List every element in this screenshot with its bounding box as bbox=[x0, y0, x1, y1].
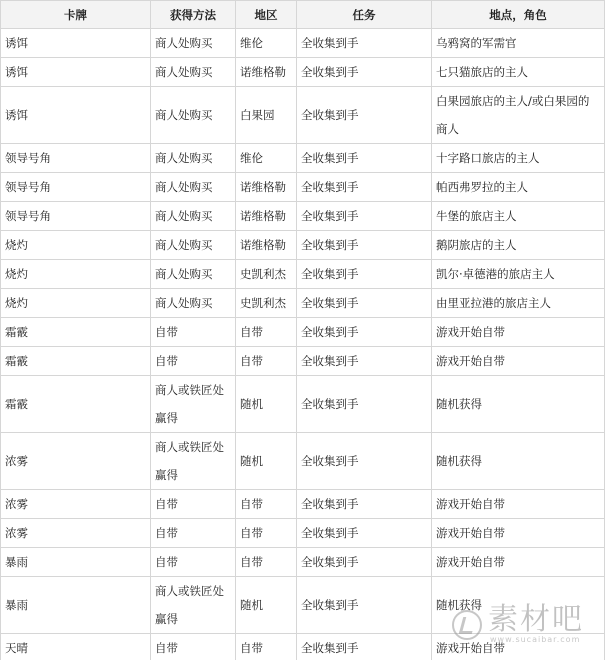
cell-card: 诱饵 bbox=[1, 87, 151, 144]
cell-region: 随机 bbox=[236, 376, 297, 433]
table-row bbox=[1, 173, 605, 202]
cell-quest: 全收集到手 bbox=[297, 29, 432, 58]
cell-method: 商人处购买 bbox=[151, 289, 236, 318]
header-method: 获得方法 bbox=[151, 1, 236, 29]
cell-method: 自带 bbox=[151, 318, 236, 347]
cell-quest: 全收集到手 bbox=[297, 318, 432, 347]
cell-region: 自带 bbox=[236, 519, 297, 548]
cell-quest: 全收集到手 bbox=[297, 376, 432, 433]
cell-card: 暴雨 bbox=[1, 548, 151, 577]
cell-region: 维伦 bbox=[236, 29, 297, 58]
table-row bbox=[1, 202, 605, 231]
cell-quest: 全收集到手 bbox=[297, 490, 432, 519]
cell-method: 商人或铁匠处赢得 bbox=[151, 376, 236, 433]
table-body bbox=[1, 29, 605, 660]
cell-location: 随机获得 bbox=[432, 577, 605, 634]
table-row bbox=[1, 577, 605, 634]
cell-region: 自带 bbox=[236, 634, 297, 660]
cell-method: 商人或铁匠处赢得 bbox=[151, 433, 236, 490]
cell-card: 浓雾 bbox=[1, 433, 151, 490]
cell-method: 自带 bbox=[151, 519, 236, 548]
cell-method: 商人处购买 bbox=[151, 173, 236, 202]
cell-method: 商人处购买 bbox=[151, 87, 236, 144]
cell-location: 十字路口旅店的主人 bbox=[432, 144, 605, 173]
cell-quest: 全收集到手 bbox=[297, 519, 432, 548]
cell-region: 自带 bbox=[236, 347, 297, 376]
cell-card: 领导号角 bbox=[1, 202, 151, 231]
cell-method: 自带 bbox=[151, 634, 236, 660]
cell-card: 烧灼 bbox=[1, 260, 151, 289]
cell-location: 凯尔·卓德港的旅店主人 bbox=[432, 260, 605, 289]
cell-region: 史凯利杰 bbox=[236, 260, 297, 289]
cell-location: 游戏开始自带 bbox=[432, 519, 605, 548]
cell-card: 烧灼 bbox=[1, 289, 151, 318]
header-location: 地点，角色 bbox=[432, 1, 605, 29]
cell-quest: 全收集到手 bbox=[297, 231, 432, 260]
cell-region: 诺维格勒 bbox=[236, 58, 297, 87]
cell-quest: 全收集到手 bbox=[297, 144, 432, 173]
table-row bbox=[1, 144, 605, 173]
cell-location: 乌鸦窝的军需官 bbox=[432, 29, 605, 58]
table-row bbox=[1, 433, 605, 490]
cell-card: 霜霰 bbox=[1, 347, 151, 376]
cell-method: 自带 bbox=[151, 548, 236, 577]
cell-location: 鹅阴旅店的主人 bbox=[432, 231, 605, 260]
cell-location: 游戏开始自带 bbox=[432, 490, 605, 519]
cell-method: 商人处购买 bbox=[151, 58, 236, 87]
cell-card: 烧灼 bbox=[1, 231, 151, 260]
table-row bbox=[1, 231, 605, 260]
table-row bbox=[1, 318, 605, 347]
table-row bbox=[1, 490, 605, 519]
cell-quest: 全收集到手 bbox=[297, 548, 432, 577]
cell-quest: 全收集到手 bbox=[297, 202, 432, 231]
cell-quest: 全收集到手 bbox=[297, 173, 432, 202]
cell-method: 商人处购买 bbox=[151, 231, 236, 260]
watermark-url: www.sucaibar.com bbox=[490, 635, 581, 644]
table-row bbox=[1, 347, 605, 376]
cell-location: 牛堡的旅店主人 bbox=[432, 202, 605, 231]
table-row bbox=[1, 289, 605, 318]
cell-card: 诱饵 bbox=[1, 58, 151, 87]
table-row bbox=[1, 29, 605, 58]
cell-region: 随机 bbox=[236, 577, 297, 634]
cell-quest: 全收集到手 bbox=[297, 87, 432, 144]
cell-card: 天晴 bbox=[1, 634, 151, 660]
cell-region: 自带 bbox=[236, 490, 297, 519]
cell-region: 自带 bbox=[236, 548, 297, 577]
table-row bbox=[1, 634, 605, 660]
cell-quest: 全收集到手 bbox=[297, 433, 432, 490]
cell-card: 霜霰 bbox=[1, 376, 151, 433]
cell-card: 霜霰 bbox=[1, 318, 151, 347]
cell-location: 游戏开始自带 bbox=[432, 347, 605, 376]
table-row bbox=[1, 376, 605, 433]
cell-region: 诺维格勒 bbox=[236, 173, 297, 202]
cell-card: 暴雨 bbox=[1, 577, 151, 634]
cell-method: 商人或铁匠处赢得 bbox=[151, 577, 236, 634]
cell-location: 游戏开始自带 bbox=[432, 318, 605, 347]
cell-method: 商人处购买 bbox=[151, 144, 236, 173]
cell-region: 随机 bbox=[236, 433, 297, 490]
cell-card: 浓雾 bbox=[1, 490, 151, 519]
cell-card: 诱饵 bbox=[1, 29, 151, 58]
table-row bbox=[1, 58, 605, 87]
table-row bbox=[1, 548, 605, 577]
cell-quest: 全收集到手 bbox=[297, 58, 432, 87]
cell-quest: 全收集到手 bbox=[297, 634, 432, 660]
cell-method: 商人处购买 bbox=[151, 202, 236, 231]
cell-quest: 全收集到手 bbox=[297, 347, 432, 376]
watermark-text: 素材吧 bbox=[488, 602, 584, 637]
cell-region: 史凯利杰 bbox=[236, 289, 297, 318]
cell-method: 自带 bbox=[151, 490, 236, 519]
cell-location: 游戏开始自带 bbox=[432, 634, 605, 660]
table-header-row bbox=[1, 1, 605, 29]
cell-location: 游戏开始自带 bbox=[432, 548, 605, 577]
cell-region: 诺维格勒 bbox=[236, 202, 297, 231]
cell-location: 帕西弗罗拉的主人 bbox=[432, 173, 605, 202]
cell-quest: 全收集到手 bbox=[297, 260, 432, 289]
header-card: 卡牌 bbox=[1, 1, 151, 29]
table-row bbox=[1, 87, 605, 144]
cell-method: 自带 bbox=[151, 347, 236, 376]
header-quest: 任务 bbox=[297, 1, 432, 29]
cell-location: 七只猫旅店的主人 bbox=[432, 58, 605, 87]
cell-method: 商人处购买 bbox=[151, 260, 236, 289]
table-row bbox=[1, 519, 605, 548]
cell-region: 诺维格勒 bbox=[236, 231, 297, 260]
cell-location: 随机获得 bbox=[432, 433, 605, 490]
header-region: 地区 bbox=[236, 1, 297, 29]
cell-region: 维伦 bbox=[236, 144, 297, 173]
table-row bbox=[1, 260, 605, 289]
cell-region: 自带 bbox=[236, 318, 297, 347]
cell-quest: 全收集到手 bbox=[297, 577, 432, 634]
cell-region: 白果园 bbox=[236, 87, 297, 144]
cell-location: 白果园旅店的主人/或白果园的商人 bbox=[432, 87, 605, 144]
cell-card: 领导号角 bbox=[1, 144, 151, 173]
cell-card: 领导号角 bbox=[1, 173, 151, 202]
cell-card: 浓雾 bbox=[1, 519, 151, 548]
cell-quest: 全收集到手 bbox=[297, 289, 432, 318]
cell-method: 商人处购买 bbox=[151, 29, 236, 58]
cell-location: 由里亚拉港的旅店主人 bbox=[432, 289, 605, 318]
cell-location: 随机获得 bbox=[432, 376, 605, 433]
